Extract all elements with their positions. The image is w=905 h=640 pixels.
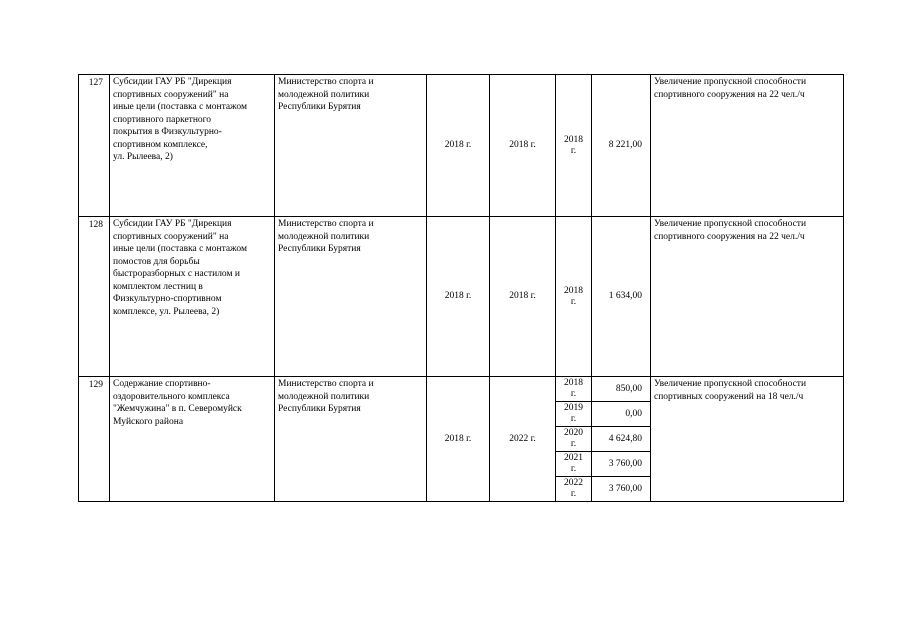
table-row: [79, 377, 844, 402]
expected-result: Увеличение пропускной способности спортивного сооружения на 22 чел./ч: [651, 75, 844, 217]
responsible-ministry: Министерство спорта и молодежной политики Республики Бурятия: [275, 75, 427, 217]
end-year: 2022 г.: [490, 377, 556, 502]
end-year: 2018 г.: [490, 217, 556, 377]
row-number: 128: [79, 217, 110, 377]
activity-name: Субсидии ГАУ РБ "Дирекция спортивных сооружений" на иные цели (поставка с монтажом помостов для борьбы быстроразборных с настилом и комплектом лестниц в Физкультурно-спортивном комплексе, ул. Рылеева, 2): [110, 217, 275, 377]
funding-amount: 3 760,00: [592, 477, 651, 502]
table-row: [79, 75, 844, 217]
start-year: 2018 г.: [427, 75, 490, 217]
funding-amount: 3 760,00: [592, 452, 651, 477]
row-number: 127: [79, 75, 110, 217]
start-year: 2018 г.: [427, 217, 490, 377]
funding-year: 2018 г.: [556, 75, 592, 217]
funding-year: 2022 г.: [556, 477, 592, 502]
activities-table: [78, 74, 844, 502]
funding-amount: 1 634,00: [592, 217, 651, 377]
table-row: [79, 217, 844, 377]
responsible-ministry: Министерство спорта и молодежной политики Республики Бурятия: [275, 217, 427, 377]
row-number: 129: [79, 377, 110, 502]
funding-year: 2019 г.: [556, 402, 592, 427]
funding-year: 2020 г.: [556, 427, 592, 452]
responsible-ministry: Министерство спорта и молодежной политики Республики Бурятия: [275, 377, 427, 502]
funding-amount: 8 221,00: [592, 75, 651, 217]
activity-name: Содержание спортивно- оздоровительного комплекса "Жемчужина" в п. Северомуйск Муйского района: [110, 377, 275, 502]
end-year: 2018 г.: [490, 75, 556, 217]
funding-amount: 850,00: [592, 377, 651, 402]
expected-result: Увеличение пропускной способности спортивного сооружения на 22 чел./ч: [651, 217, 844, 377]
funding-amount: 4 624,80: [592, 427, 651, 452]
expected-result: Увеличение пропускной способности спортивных сооружений на 18 чел./ч: [651, 377, 844, 502]
funding-year: 2018 г.: [556, 377, 592, 402]
activity-name: Субсидии ГАУ РБ "Дирекция спортивных сооружений" на иные цели (поставка с монтажом спортивного паркетного покрытия в Физкультурно- спортивном комплексе, ул. Рылеева, 2): [110, 75, 275, 217]
start-year: 2018 г.: [427, 377, 490, 502]
funding-year: 2021 г.: [556, 452, 592, 477]
funding-year: 2018 г.: [556, 217, 592, 377]
funding-amount: 0,00: [592, 402, 651, 427]
